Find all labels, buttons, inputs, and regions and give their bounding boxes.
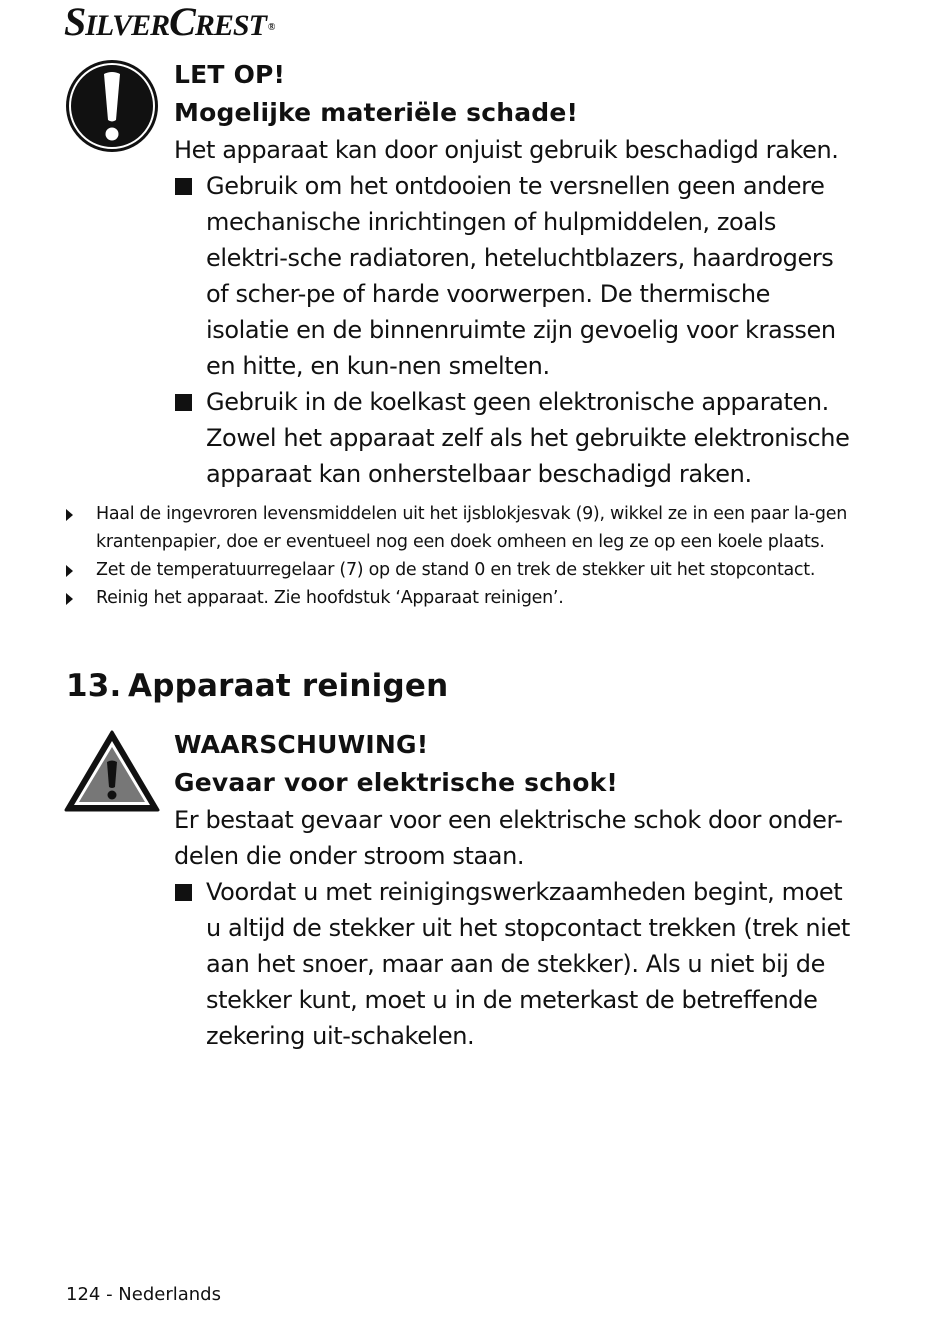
warning-triangle-icon: [64, 729, 160, 817]
notice-intro: Er bestaat gevaar voor een elektrische schok door onder-delen die onder stroom staan.: [174, 806, 843, 870]
exclamation-circle-icon: [64, 58, 160, 158]
notice-title: Gevaar voor elektrische schok!: [174, 768, 619, 797]
instruction-step: Zet de temperatuurregelaar (7) op de stand 0 en trek de stekker uit het stopcontact.: [66, 556, 856, 584]
section-title: Apparaat reinigen: [128, 668, 449, 704]
notice-label: LET OP!: [174, 60, 286, 89]
caution-notice: [174, 56, 854, 492]
notice-item: Voordat u met reinigingswerkzaamheden begint, moet u altijd de stekker uit het stopcontact trekken (trek niet aan het snoer, maar aan de stekker). Als u niet bij de stekker kunt, moet u in de meterkast de betreffende zekering uit-schakelen.: [174, 874, 854, 1054]
warning-notice: [174, 726, 854, 1054]
silvercrest-logo: SILVERCREST ®: [64, 0, 275, 44]
notice-title: Mogelijke materiële schade!: [174, 98, 579, 127]
instruction-steps: [66, 500, 856, 612]
section-heading: [66, 664, 448, 708]
notice-item: Gebruik om het ontdooien te versnellen geen andere mechanische inrichtingen of hulpmiddelen, zoals elektri-sche radiatoren, heteluchtblazers, haardrogers of scher-pe of harde voorwerpen. De thermische isolatie en de binnenruimte zijn gevoelig voor krassen en hitte, en kun-nen smelten.: [174, 168, 854, 384]
notice-label: WAARSCHUWING!: [174, 730, 429, 759]
arrow-right-icon: [66, 509, 73, 521]
notice-item: Gebruik in de koelkast geen elektronische apparaten. Zowel het apparaat zelf als het gebruikte elektronische apparaat kan onherstelbaar beschadigd raken.: [174, 384, 854, 492]
arrow-right-icon: [66, 565, 73, 577]
section-number: 13.: [66, 668, 122, 704]
page-footer: 124 - Nederlands: [66, 1284, 221, 1305]
notice-intro: Het apparaat kan door onjuist gebruik beschadigd raken.: [174, 136, 839, 164]
instruction-step: Haal de ingevroren levensmiddelen uit het ijsblokjesvak (9), wikkel ze in een paar la-gen krantenpapier, doe er eventueel nog een doek omheen en leg ze op een koele plaats.: [66, 500, 856, 556]
arrow-right-icon: [66, 593, 73, 605]
instruction-step: Reinig het apparaat. Zie hoofdstuk ‘Apparaat reinigen’.: [66, 584, 856, 612]
